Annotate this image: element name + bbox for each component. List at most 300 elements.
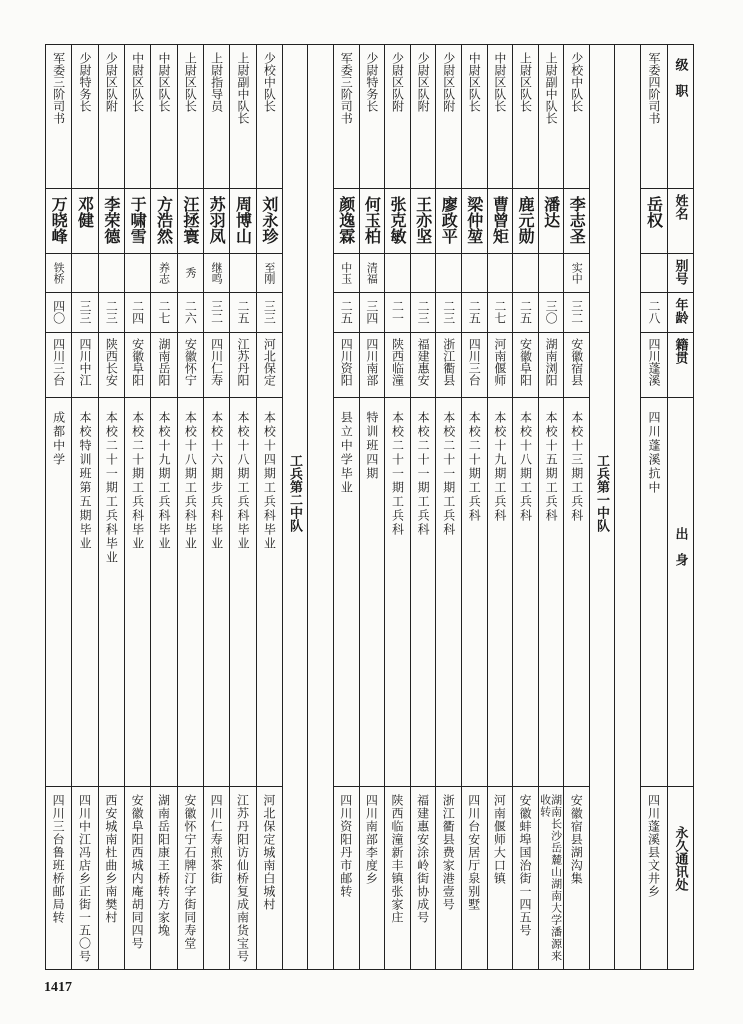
cell-address-text: 湖南长沙岳麓山湖南大学潘源来收转: [538, 794, 563, 962]
cell-name-text: 苏羽凤: [207, 196, 227, 244]
cell-rank: [203, 44, 229, 188]
cell-education-text: 本校二十一期工兵科毕业: [104, 411, 119, 565]
row-rule: [45, 397, 282, 398]
cell-address-text: 西安城南杜曲乡南樊村: [103, 794, 118, 924]
cell-origin: [124, 332, 150, 397]
column-rule: [98, 44, 99, 969]
row-rule: [333, 188, 589, 189]
cell-rank-text: 少尉区队附: [441, 52, 456, 112]
cell-education: [150, 397, 176, 786]
cell-origin: [71, 332, 97, 397]
cell-origin-text: 四川蓬溪: [647, 338, 661, 386]
cell-origin: [640, 332, 667, 397]
cell-address: [333, 786, 359, 969]
cell-age: [435, 292, 461, 332]
cell-education: [640, 397, 667, 786]
row-rule: [333, 292, 589, 293]
cell-address-text: 湖南岳阳康王桥转方家堍: [156, 794, 171, 937]
cell-rank-text: 军委四阶司书: [647, 52, 661, 124]
cell-age: [150, 292, 176, 332]
cell-origin: [333, 332, 359, 397]
cell-education-text: 特训班四期: [364, 411, 379, 481]
cell-rank-text: 少校中队长: [569, 52, 584, 112]
cell-education-text: 成都中学: [51, 411, 66, 467]
cell-origin-text: 四川南部: [364, 338, 379, 386]
cell-education-text: 四川蓬溪抗中: [647, 411, 661, 495]
cell-rank-text: 少尉特务长: [364, 52, 379, 112]
cell-origin-text: 四川中江: [78, 338, 92, 386]
cell-rank: [150, 44, 176, 188]
cell-education-text: 本校十四期工兵科毕业: [262, 411, 277, 551]
page-number: 1417: [44, 980, 72, 995]
cell-age-text: 二六: [183, 300, 198, 324]
cell-education: [124, 397, 150, 786]
cell-rank-text: 中尉区队长: [492, 52, 507, 112]
column-rule: [71, 44, 72, 969]
cell-address-text: 四川蓬溪县文井乡: [646, 794, 661, 898]
cell-origin-text: 湖南岳阳: [157, 338, 171, 386]
cell-address: [98, 786, 124, 969]
cell-age-text: 三四: [364, 300, 379, 324]
row-rule: [45, 292, 282, 293]
cell-origin: [45, 332, 71, 397]
cell-education-text: 本校十九期工兵科: [492, 411, 507, 523]
cell-address: [177, 786, 203, 969]
column-rule: [563, 44, 564, 969]
cell-address: [256, 786, 282, 969]
cell-name: [333, 188, 359, 253]
column-rule: [256, 44, 257, 969]
cell-origin: [229, 332, 255, 397]
cell-age: [98, 292, 124, 332]
cell-rank: [71, 44, 97, 188]
cell-origin-text: 四川资阳: [339, 338, 354, 386]
row-rule: [333, 332, 589, 333]
cell-education-text: 县立中学毕业: [339, 411, 354, 495]
cell-alias: [203, 253, 229, 292]
cell-education: [333, 397, 359, 786]
cell-age: [487, 292, 513, 332]
row-rule: [640, 253, 694, 254]
row-rule: [45, 253, 282, 254]
cell-name: [538, 188, 564, 253]
column-rule: [410, 44, 411, 969]
column-rule: [333, 44, 334, 969]
cell-origin: [512, 332, 538, 397]
cell-alias-text: 养志: [157, 261, 171, 284]
column-rule: [203, 44, 204, 969]
row-rule: [45, 44, 694, 45]
cell-origin: [435, 332, 461, 397]
header-name-label: 姓名: [672, 194, 688, 220]
row-rule: [333, 397, 589, 398]
cell-origin: [177, 332, 203, 397]
cell-age: [71, 292, 97, 332]
cell-rank: [333, 44, 359, 188]
cell-name: [487, 188, 513, 253]
cell-alias: [45, 253, 71, 292]
cell-address-text: 四川三台鲁班桥邮局转: [51, 794, 66, 924]
cell-rank: [487, 44, 513, 188]
header-education: [667, 397, 693, 786]
cell-education: [563, 397, 589, 786]
cell-age: [359, 292, 385, 332]
cell-name-text: 汪拯寰: [180, 196, 200, 244]
header-name: [667, 188, 693, 253]
cell-education-text: 本校十三期工兵科: [569, 411, 584, 523]
cell-rank-text: 上尉副中队长: [236, 52, 250, 124]
cell-origin-text: 安徽阜阳: [518, 338, 533, 386]
cell-address-text: 安徽怀宁石牌汀字街同寿堂: [182, 794, 197, 950]
cell-alias: [177, 253, 203, 292]
cell-name: [229, 188, 255, 253]
cell-alias: [384, 253, 410, 292]
cell-rank: [563, 44, 589, 188]
column-rule: [359, 44, 360, 969]
cell-name-text: 颜逸霖: [336, 196, 356, 244]
cell-alias-text: 清福: [365, 261, 379, 284]
column-rule: [640, 44, 641, 969]
cell-name-text: 张克敏: [387, 196, 407, 244]
cell-origin-text: 四川仁寿: [209, 338, 224, 386]
cell-address-text: 江苏丹阳访仙桥复成南货宝号: [235, 794, 250, 963]
cell-age-text: 二三: [104, 300, 119, 324]
cell-address-text: 安徽蚌埠国治街一四五号: [517, 794, 532, 937]
company1-title-text: 工兵第一中队: [594, 454, 609, 532]
cell-age-text: 二一: [390, 300, 405, 324]
column-rule: [538, 44, 539, 969]
cell-rank-text: 少尉特务长: [78, 52, 92, 112]
cell-education-text: 本校二十期工兵科毕业: [130, 411, 145, 551]
cell-address-text: 浙江衢县费家港壹号: [441, 794, 456, 911]
cell-age: [384, 292, 410, 332]
cell-address: [359, 786, 385, 969]
cell-name-text: 何玉柏: [362, 196, 382, 244]
cell-address-text: 四川仁寿煎茶街: [209, 794, 224, 885]
cell-education-text: 本校十八期工兵科毕业: [183, 411, 198, 551]
cell-name-text: 潘达: [541, 196, 561, 228]
column-rule: [693, 44, 694, 969]
cell-education-text: 本校二十一期工兵科: [441, 411, 456, 537]
cell-address-text: 安徽阜阳西城内庵胡同四号: [130, 794, 145, 950]
cell-rank-text: 中尉区队长: [130, 52, 145, 112]
cell-age-text: 三二: [569, 300, 584, 324]
company2-title-text: 工兵第二中队: [287, 454, 302, 532]
cell-age-text: 三二: [209, 300, 224, 324]
cell-name: [45, 188, 71, 253]
cell-name: [124, 188, 150, 253]
cell-rank: [384, 44, 410, 188]
header-address: [667, 786, 693, 969]
cell-address: [124, 786, 150, 969]
row-rule: [640, 188, 694, 189]
cell-alias-text: 至刚: [262, 261, 276, 284]
cell-name-text: 刘永珍: [259, 196, 279, 244]
column-rule: [667, 44, 668, 969]
cell-age-text: 二五: [467, 300, 482, 324]
cell-age-text: 二四: [130, 300, 145, 324]
cell-origin: [256, 332, 282, 397]
cell-address-text: 河南偃师大口镇: [492, 794, 507, 885]
cell-age: [203, 292, 229, 332]
cell-education-text: 本校十九期工兵科毕业: [157, 411, 171, 551]
header-origin-label: 籍贯: [672, 338, 688, 364]
cell-rank: [359, 44, 385, 188]
cell-name-text: 方浩然: [154, 196, 174, 244]
row-rule: [333, 786, 589, 787]
cell-address-text: 四川中江冯店乡正街一五〇号: [77, 794, 92, 963]
header-age: [667, 292, 693, 332]
cell-name-text: 于啸雪: [128, 196, 148, 244]
cell-address-text: 安徽宿县湖沟集: [569, 794, 584, 885]
cell-education: [229, 397, 255, 786]
row-rule: [640, 786, 694, 787]
column-rule: [435, 44, 436, 969]
cell-name: [203, 188, 229, 253]
cell-age: [333, 292, 359, 332]
cell-age: [563, 292, 589, 332]
cell-name: [461, 188, 487, 253]
cell-age: [538, 292, 564, 332]
cell-alias: [150, 253, 176, 292]
column-rule: [282, 44, 283, 969]
cell-name-text: 梁仲堃: [464, 196, 484, 244]
cell-education: [71, 397, 97, 786]
cell-address: [640, 786, 667, 969]
cell-origin-text: 浙江衢县: [441, 338, 456, 386]
cell-education: [435, 397, 461, 786]
cell-alias: [461, 253, 487, 292]
row-rule: [640, 292, 694, 293]
cell-education-text: 本校二十一期工兵科: [390, 411, 405, 537]
cell-alias: [359, 253, 385, 292]
cell-origin: [203, 332, 229, 397]
cell-address: [487, 786, 513, 969]
cell-age-text: 三三: [78, 300, 92, 324]
cell-origin-text: 江苏丹阳: [236, 338, 250, 386]
column-rule: [177, 44, 178, 969]
cell-rank: [256, 44, 282, 188]
cell-origin: [487, 332, 513, 397]
row-rule: [640, 397, 694, 398]
cell-education: [487, 397, 513, 786]
cell-name: [359, 188, 385, 253]
cell-origin: [410, 332, 436, 397]
cell-age-text: 二七: [157, 300, 171, 324]
cell-address: [512, 786, 538, 969]
column-rule: [150, 44, 151, 969]
cell-name: [98, 188, 124, 253]
cell-name-text: 邓健: [75, 196, 95, 228]
header-alias: [667, 253, 693, 292]
cell-origin-text: 陕西长安: [104, 338, 119, 386]
cell-age: [124, 292, 150, 332]
cell-age: [461, 292, 487, 332]
cell-name-text: 岳权: [644, 196, 664, 228]
row-rule: [333, 253, 589, 254]
company1-title: [589, 44, 614, 969]
cell-name: [640, 188, 667, 253]
cell-origin: [359, 332, 385, 397]
cell-alias: [333, 253, 359, 292]
cell-origin-text: 四川三台: [51, 338, 66, 386]
cell-rank: [435, 44, 461, 188]
cell-education-text: 本校特训班第五期毕业: [78, 411, 92, 551]
cell-education-text: 本校十六期步兵科毕业: [209, 411, 224, 551]
cell-name-text: 鹿元勋: [515, 196, 535, 244]
column-rule: [307, 44, 308, 969]
cell-education-text: 本校十五期工兵科: [544, 411, 559, 523]
cell-education: [410, 397, 436, 786]
cell-alias: [71, 253, 97, 292]
cell-education: [538, 397, 564, 786]
cell-age: [410, 292, 436, 332]
cell-origin: [563, 332, 589, 397]
cell-name-text: 周博山: [233, 196, 253, 244]
cell-age: [229, 292, 255, 332]
cell-rank: [512, 44, 538, 188]
row-rule: [640, 332, 694, 333]
cell-name-text: 廖政平: [439, 196, 459, 244]
cell-alias-text: 铁桥: [52, 261, 66, 284]
cell-rank-text: 少尉区队附: [390, 52, 405, 112]
cell-age: [640, 292, 667, 332]
cell-education-text: 本校十八期工兵科毕业: [236, 411, 250, 551]
cell-address-text: 河北保定城南白城村: [261, 794, 276, 911]
cell-origin-text: 四川三台: [467, 338, 482, 386]
cell-education-text: 本校十八期工兵科: [518, 411, 533, 523]
cell-origin: [461, 332, 487, 397]
header-rank: [667, 44, 693, 188]
cell-education: [177, 397, 203, 786]
cell-rank: [229, 44, 255, 188]
cell-age: [256, 292, 282, 332]
header-address-label: 永久通讯处: [672, 826, 688, 891]
cell-rank: [461, 44, 487, 188]
cell-rank-text: 上尉区队长: [183, 52, 198, 112]
cell-alias: [229, 253, 255, 292]
cell-alias-text: 继鸣: [210, 261, 224, 284]
company2-title: [282, 44, 307, 969]
header-age-label: 年龄: [672, 298, 688, 324]
cell-rank: [640, 44, 667, 188]
cell-origin-text: 安徽怀宁: [183, 338, 198, 386]
cell-rank: [410, 44, 436, 188]
cell-age-text: 二五: [339, 300, 354, 324]
cell-address-text: 福建惠安涂岭街协成号: [415, 794, 430, 924]
cell-alias: [410, 253, 436, 292]
cell-alias: [256, 253, 282, 292]
cell-rank-text: 上尉指导员: [209, 52, 224, 112]
cell-rank: [124, 44, 150, 188]
cell-rank-text: 中尉区队长: [157, 52, 171, 112]
cell-alias: [512, 253, 538, 292]
cell-address: [45, 786, 71, 969]
cell-name-text: 李荣德: [101, 196, 121, 244]
cell-name-text: 李志圣: [567, 196, 587, 244]
cell-education: [256, 397, 282, 786]
cell-alias: [538, 253, 564, 292]
cell-education: [98, 397, 124, 786]
cell-age-text: 四〇: [51, 300, 66, 324]
cell-origin: [538, 332, 564, 397]
cell-education-text: 本校二十一期工兵科: [416, 411, 431, 537]
cell-address-text: 四川台安居厅泉别墅: [466, 794, 481, 911]
cell-name: [150, 188, 176, 253]
cell-education: [45, 397, 71, 786]
row-rule: [45, 969, 694, 970]
cell-alias: [487, 253, 513, 292]
cell-origin: [98, 332, 124, 397]
cell-alias: [98, 253, 124, 292]
cell-alias: [563, 253, 589, 292]
cell-rank: [98, 44, 124, 188]
cell-name: [410, 188, 436, 253]
cell-alias: [435, 253, 461, 292]
column-rule: [589, 44, 590, 969]
cell-name: [384, 188, 410, 253]
cell-name-text: 曹曾矩: [490, 196, 510, 244]
row-rule: [45, 332, 282, 333]
cell-name: [177, 188, 203, 253]
column-rule: [384, 44, 385, 969]
cell-address-text: 四川资阳丹市邮转: [338, 794, 353, 898]
column-rule: [614, 44, 615, 969]
cell-address: [538, 786, 564, 969]
header-rank-label: 级 职: [672, 58, 688, 97]
cell-address: [563, 786, 589, 969]
cell-rank-text: 上尉副中队长: [544, 52, 559, 124]
cell-rank-text: 少校中队长: [262, 52, 277, 112]
cell-age-text: 三三: [262, 300, 277, 324]
cell-age: [45, 292, 71, 332]
cell-name: [435, 188, 461, 253]
cell-address: [203, 786, 229, 969]
cell-age-text: 二七: [492, 300, 507, 324]
cell-rank: [177, 44, 203, 188]
cell-age-text: 二三: [441, 300, 456, 324]
cell-address: [410, 786, 436, 969]
cell-address: [435, 786, 461, 969]
header-alias-label: 别号: [672, 259, 688, 285]
cell-rank-text: 中尉区队长: [467, 52, 482, 112]
cell-education: [203, 397, 229, 786]
cell-rank-text: 军委三阶司书: [339, 52, 354, 124]
cell-alias: [124, 253, 150, 292]
cell-origin-text: 河南偃师: [492, 338, 507, 386]
cell-origin-text: 河北保定: [262, 338, 277, 386]
cell-name: [71, 188, 97, 253]
cell-education-text: 本校二十期工兵科: [467, 411, 482, 523]
cell-rank-text: 少尉区队附: [104, 52, 119, 112]
cell-rank-text: 上尉区队长: [518, 52, 533, 112]
cell-age-text: 二五: [236, 300, 250, 324]
cell-origin: [150, 332, 176, 397]
cell-age: [177, 292, 203, 332]
cell-address: [461, 786, 487, 969]
cell-alias-text: 实中: [570, 261, 584, 284]
cell-alias: [640, 253, 667, 292]
column-rule: [124, 44, 125, 969]
row-rule: [45, 786, 282, 787]
cell-rank: [45, 44, 71, 188]
cell-education: [359, 397, 385, 786]
cell-alias-text: 秀: [183, 267, 197, 278]
cell-education: [461, 397, 487, 786]
cell-address-text: 陕西临潼新丰镇张家庄: [389, 794, 404, 924]
cell-age-text: 三〇: [544, 300, 559, 324]
cell-origin-text: 湖南浏阳: [544, 338, 559, 386]
